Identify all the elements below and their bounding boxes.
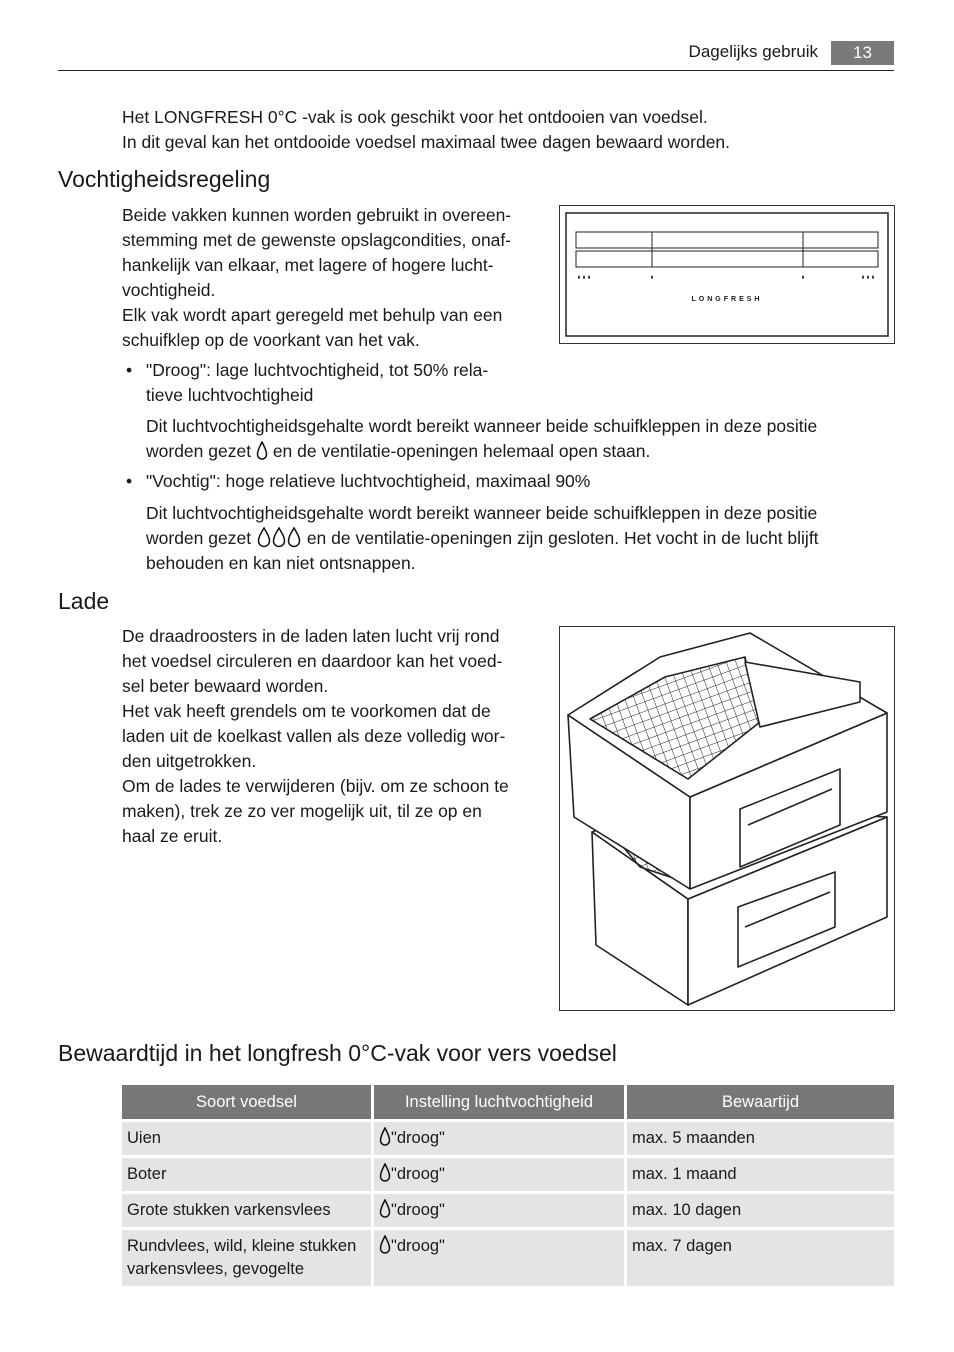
time-cell: max. 5 maanden — [627, 1122, 894, 1158]
intro-line-2: In dit geval kan het ontdooide voedsel maximaal twee dagen bewaard worden. — [122, 132, 731, 152]
food-name: Grote stukken varkensvlees — [127, 1201, 331, 1219]
table-row — [122, 1194, 894, 1230]
setting-cell — [374, 1158, 627, 1194]
drawer-figure — [559, 626, 895, 1011]
food-name: Uien — [127, 1129, 161, 1147]
slider-track-upper — [576, 232, 878, 248]
detail-text: worden gezet — [146, 528, 252, 548]
single-drop-icon — [256, 441, 268, 461]
drawer-line: De draadroosters in de laden laten lucht vrij rond — [122, 626, 500, 646]
drawer-paragraph — [122, 624, 552, 849]
food-cell — [122, 1122, 374, 1158]
table-row — [122, 1158, 894, 1194]
food-name: Rundvlees, wild, kleine stukken — [127, 1237, 357, 1255]
drawer-line: laden uit de koelkast vallen als deze volledig wor- — [122, 726, 506, 746]
humidity-line: hankelijk van elkaar, met lagere of hogere lucht- — [122, 255, 494, 275]
drawer-line: sel beter bewaard worden. — [122, 676, 329, 696]
bullet-dot: • — [126, 360, 133, 380]
setting-value: "droog" — [391, 1165, 445, 1183]
intro-block — [122, 105, 730, 155]
setting-value: "droog" — [391, 1201, 445, 1219]
table-header-row — [122, 1085, 894, 1122]
panel-outline — [566, 213, 888, 336]
storage-heading: Bewaardtijd in het longfresh 0°C-vak voor vers voedsel — [58, 1040, 617, 1066]
storage-table — [122, 1085, 894, 1289]
setting-value: "droog" — [391, 1237, 445, 1255]
drawer-line: maken), trek ze zo ver mogelijk uit, til ze op en — [122, 801, 482, 821]
single-drop-icon — [379, 1199, 391, 1219]
food-name: Boter — [127, 1165, 167, 1183]
setting-cell — [374, 1230, 627, 1289]
setting-cell — [374, 1194, 627, 1230]
detail-text: en de ventilatie-openingen helemaal open staan. — [272, 441, 651, 461]
bullet-dry-detail — [146, 414, 906, 464]
intro-line-1: Het LONGFRESH 0°C -vak is ook geschikt voor het ontdooien van voedsel. — [122, 107, 708, 127]
bullet-dry-line: "Droog": lage luchtvochtigheid, tot 50% rela- — [146, 360, 489, 380]
setting-cell — [374, 1122, 627, 1158]
bullet-dry-line: tieve luchtvochtigheid — [146, 385, 314, 405]
humidity-line: vochtigheid. — [122, 280, 216, 300]
table-row — [122, 1122, 894, 1158]
food-cell — [122, 1194, 374, 1230]
humidity-line: schuifklep op de voorkant van het vak. — [122, 330, 420, 350]
triple-drop-icon — [256, 526, 302, 548]
drawer-line: het voedsel circuleren en daardoor kan het voed- — [122, 651, 503, 671]
detail-line: Dit luchtvochtigheidsgehalte wordt bereikt wanneer beide schuifkleppen in deze positie — [146, 416, 818, 436]
drawer-illustration — [560, 627, 894, 1010]
detail-line — [146, 526, 926, 551]
humidity-heading: Vochtigheidsregeling — [58, 166, 271, 192]
detail-text: en de ventilatie-openingen zijn gesloten. Het vocht in de lucht blijft — [306, 528, 819, 548]
detail-line — [146, 439, 906, 464]
bullet-dot: • — [126, 471, 133, 491]
page-number: 13 — [831, 41, 894, 65]
food-cell — [122, 1158, 374, 1194]
single-drop-icon — [379, 1235, 391, 1255]
time-cell: max. 7 dagen — [627, 1230, 894, 1289]
food-cell — [122, 1230, 374, 1289]
drawer-line: Om de lades te verwijderen (bijv. om ze schoon te — [122, 776, 509, 796]
setting-value: "droog" — [391, 1129, 445, 1147]
detail-line: behouden en kan niet ontsnappen. — [146, 553, 416, 573]
bullet-humid-detail — [146, 501, 926, 576]
column-header-food: Soort voedsel — [122, 1085, 374, 1122]
humidity-line: stemming met de gewenste opslagcondities, onaf- — [122, 230, 512, 250]
bullet-dry — [126, 358, 546, 408]
longfresh-slider-figure — [559, 205, 895, 344]
time-cell: max. 1 maand — [627, 1158, 894, 1194]
single-drop-icon — [379, 1163, 391, 1183]
column-header-setting: Instelling luchtvochtigheid — [374, 1085, 627, 1122]
slider-illustration — [560, 206, 894, 343]
time-cell: max. 10 dagen — [627, 1194, 894, 1230]
humidity-line: Beide vakken kunnen worden gebruikt in overeen- — [122, 205, 512, 225]
food-name: varkensvlees, gevogelte — [127, 1260, 305, 1278]
drawer-line: Het vak heeft grendels om te voorkomen dat de — [122, 701, 491, 721]
column-header-time: Bewaartijd — [627, 1085, 894, 1122]
detail-text: worden gezet — [146, 441, 252, 461]
header-rule — [58, 70, 894, 71]
single-drop-icon — [379, 1127, 391, 1147]
humidity-line: Elk vak wordt apart geregeld met behulp van een — [122, 305, 503, 325]
running-header: Dagelijks gebruik — [688, 42, 818, 61]
humidity-paragraph — [122, 203, 552, 353]
table-row — [122, 1230, 894, 1289]
drawer-heading: Lade — [58, 588, 110, 614]
drawer-line: den uitgetrokken. — [122, 751, 257, 771]
drawer-line: haal ze eruit. — [122, 826, 223, 846]
slider-track-lower — [576, 251, 878, 267]
detail-line: Dit luchtvochtigheidsgehalte wordt bereikt wanneer beide schuifkleppen in deze positie — [146, 503, 818, 523]
longfresh-label: LONGFRESH — [691, 296, 763, 303]
bullet-humid-line: "Vochtig": hoge relatieve luchtvochtigheid, maximaal 90% — [146, 471, 591, 491]
drop-marks — [578, 275, 874, 279]
bullet-humid — [126, 469, 906, 494]
